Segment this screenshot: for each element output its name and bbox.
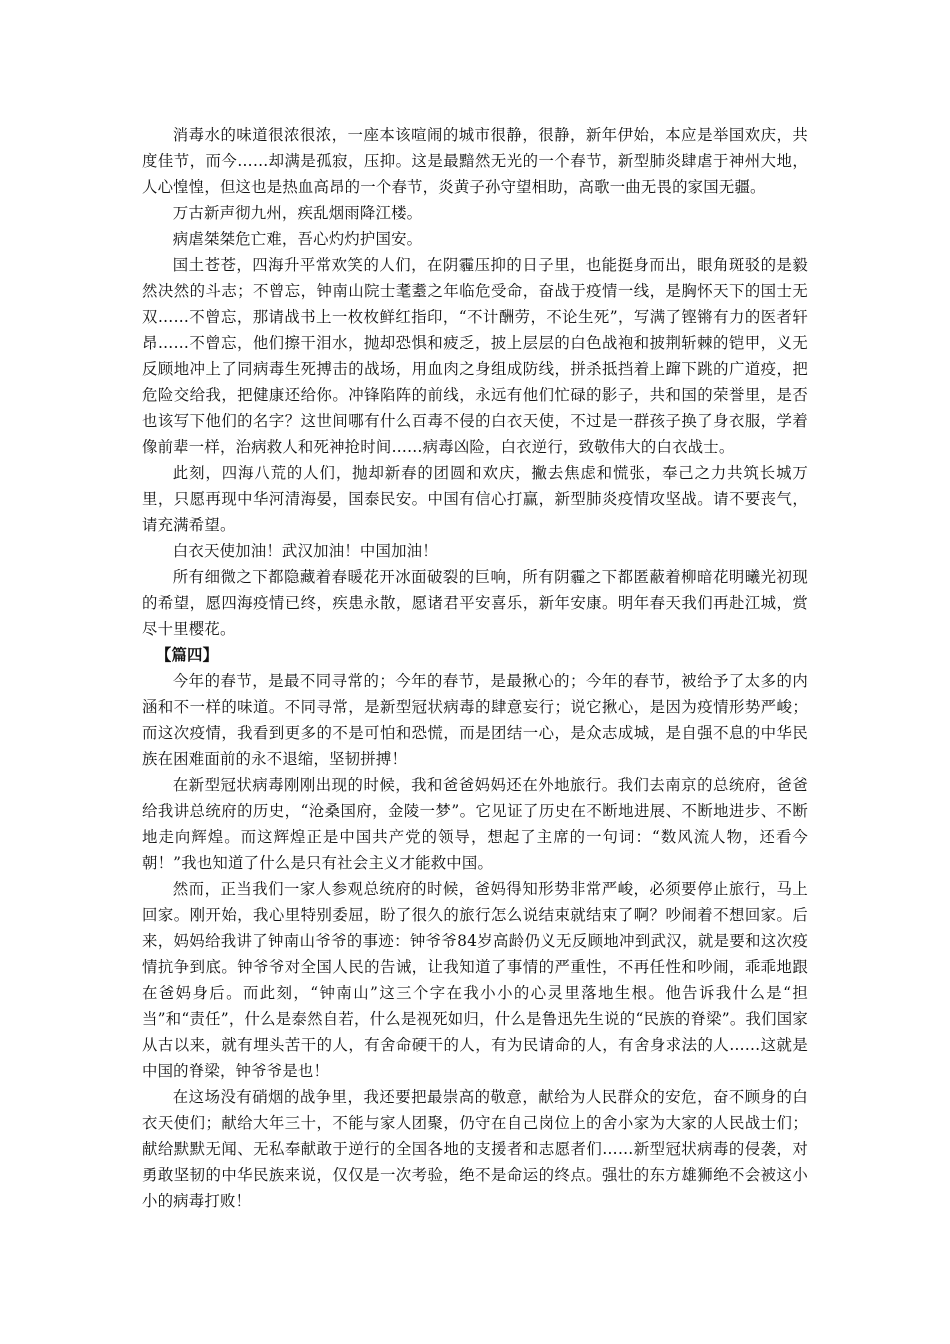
paragraph-8: 在这场没有硝烟的战争里，我还要把最崇高的敬意，献给为人民群众的安危，奋不顾身的白衣天使们；献给大年三十，不能与家人团聚，仍守在自己岗位上的舍小家为大家的人民战士们；献给默默无闻、无私奉献敢于逆行的全国各地的支援者和志愿者们……新型冠状病毒的侵袭，对勇敢坚韧的中华民族来说，仅仅是一次考验，绝不是命运的终点。强壮的东方雄狮绝不会被这小小的病毒打败！ [142,1088,808,1210]
paragraph-2: 国土苍苍，四海升平常欢笑的人们，在阴霾压抑的日子里，也能挺身而出，眼角斑驳的是毅然决然的斗志；不曾忘，钟南山院士耄耋之年临危受命，奋战于疫情一线，是胸怀天下的国士无双……不曾忘，那请战书上一枚枚鲜红指印，“不计酬劳，不论生死”，写满了铿锵有力的医者轩昂……不曾忘，他们擦干泪水，抛却恐惧和疲乏，披上层层的白色战袍和披荆斩棘的铠甲，义无反顾地冲上了同病毒生死搏击的战场，用血肉之身组成防线，拼杀抵挡着上蹿下跳的广道疫，把危险交给我，把健康还给你。冲锋陷阵的前线，永远有他们忙碌的影子，共和国的荣誉里，是否也该写下他们的名字？这世间哪有什么百毒不侵的白衣天使，不过是一群孩子换了身衣服，学着像前辈一样，治病救人和死神抢时间……病毒凶险，白衣逆行，致敬伟大的白衣战士。 [142,256,808,456]
poem-line-1: 万古新声彻九州，疾乱烟雨降江楼。 [172,204,423,222]
paragraph-4: 所有细微之下都隐藏着春暖花开冰面破裂的巨响，所有阴霾之下都匿蔽着柳暗花明曦光初现的希望，愿四海疫情已终，疾患永散，愿诸君平安喜乐，新年安康。明年春天我们再赴江城，赏尽十里樱花。 [142,568,808,638]
paragraph-7: 然而，正当我们一家人参观总统府的时候，爸妈得知形势非常严峻，必须要停止旅行，马上回家。刚开始，我心里特别委屈，盼了很久的旅行怎么说结束就结束了啊？吵闹着不想回家。后来，妈妈给我讲了钟南山爷爷的事迹：钟爷爷84岁高龄仍义无反顾地冲到武汉，就是要和这次疫情抗争到底。钟爷爷对全国人民的告诫，让我知道了事情的严重性，不再任性和吵闹，乖乖地跟在爸妈身后。而此刻，“钟南山”这三个字在我小小的心灵里落地生根。他告诉我什么是“担当”和“责任”，什么是泰然自若，什么是视死如归，什么是鲁迅先生说的“民族的脊梁”。我们国家从古以来，就有埋头苦干的人，有舍命硬干的人，有为民请命的人，有舍身求法的人……这就是中国的脊梁，钟爷爷是也！ [142,880,808,1080]
section-heading: 【篇四】 [155,646,219,664]
paragraph-1: 消毒水的味道很浓很浓，一座本该喧闹的城市很静，很静，新年伊始，本应是举国欢庆，共度佳节，而今……却满是孤寂，压抑。这是最黯然无光的一个春节，新型肺炎肆虐于神州大地，人心惶惶，但这也是热血高昂的一个春节，炎黄子孙守望相助，高歌一曲无畏的家国无疆。 [142,126,808,196]
paragraph-3: 此刻，四海八荒的人们，抛却新春的团圆和欢庆，撇去焦虑和慌张，奉己之力共筑长城万里，只愿再现中华河清海晏，国泰民安。中国有信心打赢，新型肺炎疫情攻坚战。请不要丧气，请充满希望。 [142,464,808,534]
slogan-line: 白衣天使加油！武汉加油！中国加油！ [172,542,438,560]
paragraph-5: 今年的春节，是最不同寻常的；今年的春节，是最揪心的；今年的春节，被给予了太多的内涵和不一样的味道。不同寻常，是新型冠状病毒的肆意妄行；说它揪心，是因为疫情形势严峻；而这次疫情，我看到更多的不是可怕和恐慌，而是团结一心，是众志成城，是自强不息的中华民族在困难面前的永不退缩，坚韧拼搏！ [142,672,808,768]
poem-line-2: 病虐桀桀危亡难，吾心灼灼护国安。 [172,230,423,248]
document-body [142,122,808,1214]
paragraph-6: 在新型冠状病毒刚刚出现的时候，我和爸爸妈妈还在外地旅行。我们去南京的总统府，爸爸给我讲总统府的历史，“沧桑国府，金陵一梦”。它见证了历史在不断地进展、不断地进步、不断地走向辉煌。而这辉煌正是中国共产党的领导，想起了主席的一句词：“数风流人物，还看今朝！”我也知道了什么是只有社会主义才能救中国。 [142,776,808,872]
